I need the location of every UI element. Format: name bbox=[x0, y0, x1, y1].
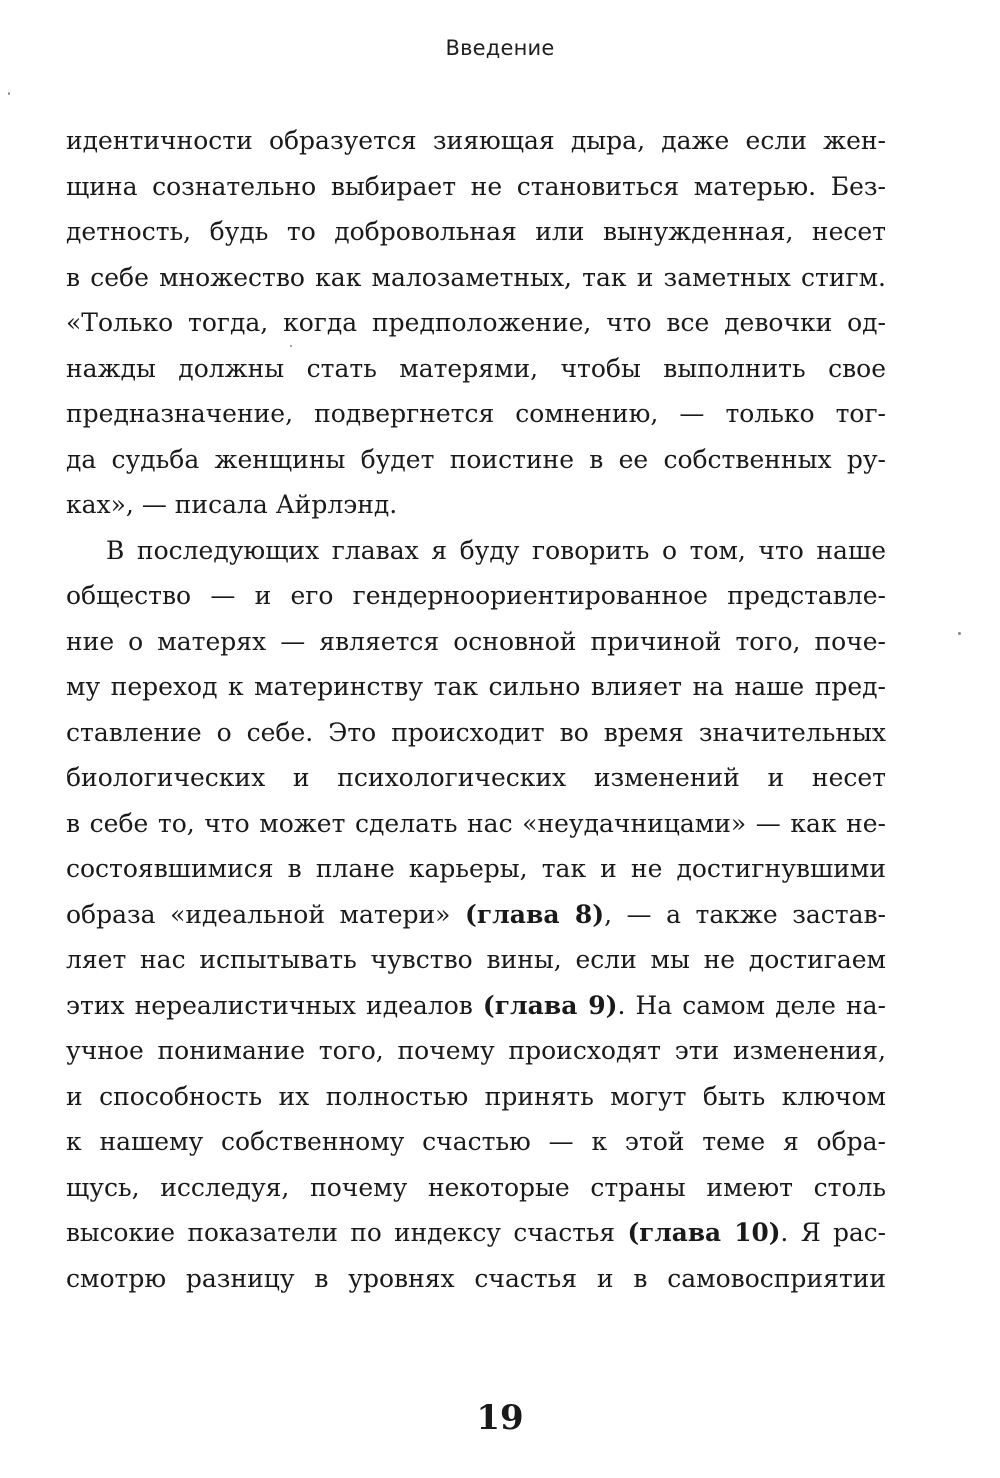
page-number: 19 bbox=[476, 1398, 524, 1438]
text-line: состоявшимися в плане карьеры, так и не достигнувшими bbox=[66, 854, 886, 883]
scan-speck bbox=[8, 92, 10, 95]
text-line: му переход к материнству так сильно влияет на наше пред- bbox=[66, 672, 886, 701]
text-segment: высокие показатели по индексу счастья bbox=[66, 1218, 628, 1247]
text-line: биологических и психологических изменений и несет bbox=[66, 763, 886, 792]
chapter-reference: (глава 9) bbox=[482, 990, 618, 1020]
paragraph-end-line: ках», — писала Айрлэнд. bbox=[66, 490, 398, 519]
scan-speck bbox=[958, 632, 961, 635]
scan-speck bbox=[290, 345, 292, 347]
text-segment: этих нереалистичных идеалов bbox=[66, 990, 483, 1020]
text-line: в себе то, что может сделать нас «неудачницами» — как не- bbox=[66, 808, 886, 838]
paragraph-first-line: В последующих главах я буду говорить о том, что наше bbox=[106, 535, 886, 565]
text-segment: . Я рас- bbox=[780, 1218, 886, 1247]
text-line: общество — и его гендерноориентированное представле- bbox=[66, 581, 886, 610]
text-line: смотрю разницу в уровнях счастья и в самовосприятии bbox=[66, 1263, 886, 1293]
text-line: ляет нас испытывать чувство вины, если мы не достигаем bbox=[66, 945, 886, 974]
chapter-reference: (глава 10) bbox=[627, 1218, 781, 1247]
text-line bbox=[66, 892, 886, 938]
text-line: щусь, исследуя, почему некоторые страны имеют столь bbox=[66, 1172, 886, 1202]
text-line: детность, будь то добровольная или вынужденная, несет bbox=[66, 217, 886, 246]
chapter-reference: (глава 8) bbox=[465, 899, 605, 929]
body-text bbox=[66, 118, 886, 1301]
text-line: идентичности образуется зияющая дыра, даже если жен- bbox=[66, 126, 886, 155]
text-segment: образа «идеальной матери» bbox=[66, 899, 465, 929]
running-head: Введение bbox=[445, 36, 555, 60]
text-line: нажды должны стать матерями, чтобы выполнить свое bbox=[66, 353, 886, 383]
text-line: ние о матерях — является основной причиной того, поче- bbox=[66, 626, 886, 656]
text-line: щина сознательно выбирает не становиться матерью. Без- bbox=[66, 171, 886, 201]
text-line: да судьба женщины будет поистине в ее собственных ру- bbox=[66, 444, 886, 474]
text-line: к нашему собственному счастью — к этой теме я обра- bbox=[66, 1127, 886, 1156]
text-line: и способность их полностью принять могут быть ключом bbox=[66, 1081, 886, 1111]
text-line: предназначение, подвергнется сомнению, — только тог- bbox=[66, 399, 886, 428]
text-line: учное понимание того, почему происходят эти изменения, bbox=[66, 1036, 886, 1065]
text-segment: , — а также застав- bbox=[604, 899, 886, 929]
text-line: «Только тогда, когда предположение, что все девочки од- bbox=[66, 308, 886, 337]
text-segment: . На самом деле на- bbox=[617, 990, 886, 1020]
text-line bbox=[66, 1210, 886, 1256]
text-line: ставление о себе. Это происходит во время значительных bbox=[66, 717, 886, 747]
text-line: в себе множество как малозаметных, так и заметных стигм. bbox=[66, 262, 886, 292]
text-line bbox=[66, 983, 886, 1029]
